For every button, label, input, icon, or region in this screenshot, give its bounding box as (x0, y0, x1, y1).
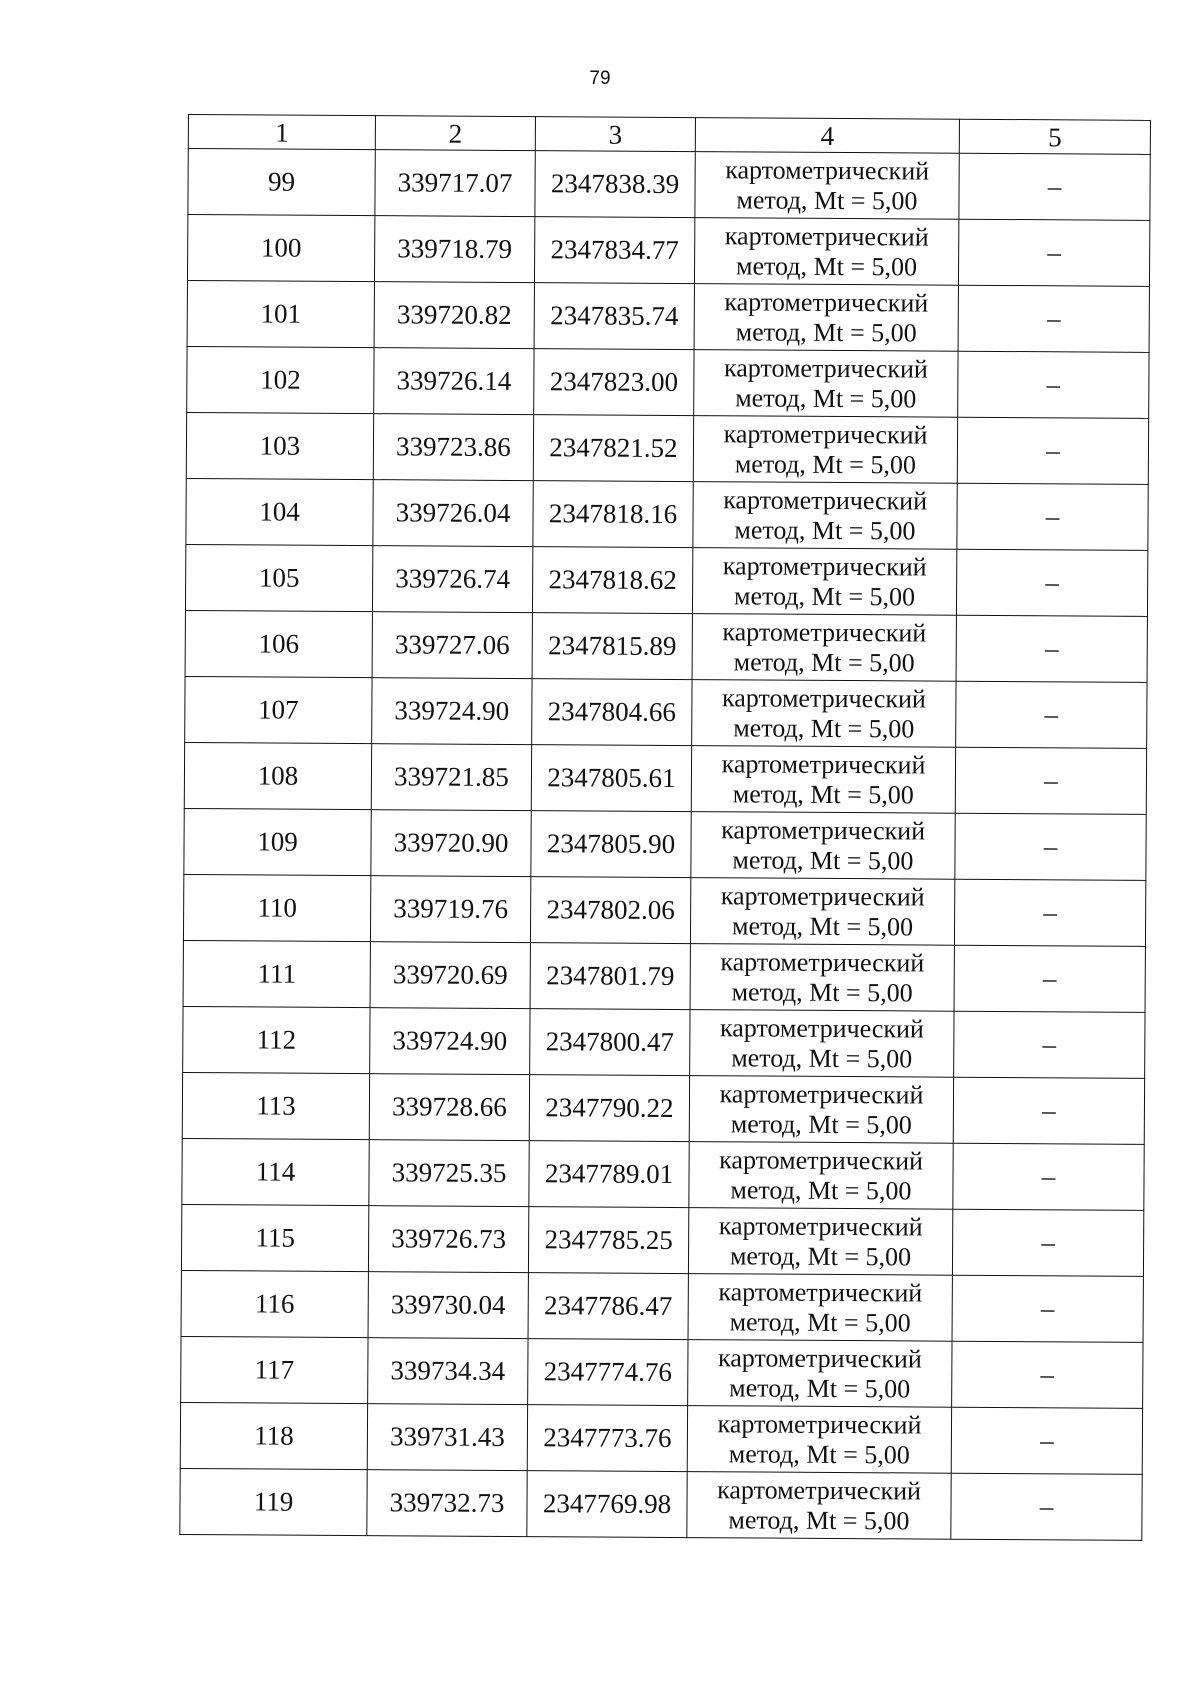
x-coordinate-cell: 339726.04 (373, 480, 533, 547)
table-row (186, 478, 1148, 550)
point-number-cell: 105 (185, 544, 372, 611)
method-line-1: картометрический (719, 1144, 924, 1176)
note-cell: – (954, 945, 1145, 1012)
note-cell: – (957, 483, 1148, 550)
x-coordinate-cell: 339726.14 (374, 348, 534, 415)
note-cell: – (956, 615, 1147, 682)
method-line-2: метод, Mt = 5,00 (729, 1306, 911, 1337)
note-cell: – (956, 549, 1147, 616)
point-number-cell: 118 (180, 1402, 367, 1469)
table-row (187, 280, 1149, 352)
y-coordinate-cell: 2347838.39 (535, 151, 695, 218)
x-coordinate-cell: 339721.85 (371, 744, 531, 811)
y-coordinate-cell: 2347805.61 (531, 745, 691, 812)
method-line-2: метод, Mt = 5,00 (736, 184, 918, 215)
method-line-1: картометрический (717, 1408, 922, 1440)
note-cell: – (955, 813, 1146, 880)
method-line-1: картометрический (722, 550, 927, 582)
method-cell (687, 1406, 951, 1474)
x-coordinate-cell: 339730.04 (368, 1272, 528, 1339)
y-coordinate-cell: 2347786.47 (528, 1273, 688, 1340)
method-line-2: метод, Mt = 5,00 (732, 778, 914, 809)
y-coordinate-cell: 2347821.52 (533, 415, 693, 482)
x-coordinate-cell: 339727.06 (372, 612, 532, 679)
table-row (181, 1270, 1143, 1342)
note-cell: – (957, 417, 1148, 484)
x-coordinate-cell: 339720.69 (370, 942, 530, 1009)
point-number-cell: 101 (187, 280, 374, 347)
x-coordinate-cell: 339732.73 (367, 1470, 527, 1537)
method-cell (690, 944, 954, 1012)
method-line-2: метод, Mt = 5,00 (730, 1174, 912, 1205)
method-line-2: метод, Mt = 5,00 (731, 910, 914, 941)
y-coordinate-cell: 2347800.47 (530, 1009, 690, 1076)
note-cell: – (951, 1407, 1142, 1474)
method-line-2: метод, Mt = 5,00 (733, 712, 915, 743)
method-cell (692, 614, 956, 682)
point-number-cell: 119 (180, 1468, 367, 1535)
x-coordinate-cell: 339726.74 (372, 546, 532, 613)
y-coordinate-cell: 2347818.62 (532, 547, 692, 614)
note-cell: – (952, 1209, 1143, 1276)
method-line-1: картометрический (718, 1210, 923, 1242)
y-coordinate-cell: 2347790.22 (529, 1075, 689, 1142)
note-cell: – (951, 1473, 1142, 1540)
method-line-2: метод, Mt = 5,00 (733, 580, 916, 611)
method-line-2: метод, Mt = 5,00 (729, 1372, 911, 1403)
coordinates-table (179, 114, 1151, 1541)
method-cell (692, 680, 956, 748)
x-coordinate-cell: 339719.76 (370, 876, 530, 943)
method-cell (687, 1472, 951, 1540)
y-coordinate-cell: 2347774.76 (528, 1339, 688, 1406)
x-coordinate-cell: 339724.90 (372, 678, 532, 745)
method-cell (690, 1010, 954, 1078)
page-number: 79 (589, 68, 611, 89)
point-number-cell: 106 (185, 610, 372, 677)
x-coordinate-cell: 339720.82 (374, 282, 534, 349)
method-line-2: метод, Mt = 5,00 (730, 1108, 912, 1139)
method-line-1: картометрический (717, 1474, 922, 1506)
note-cell: – (958, 285, 1149, 352)
method-line-2: метод, Mt = 5,00 (728, 1438, 910, 1469)
point-number-cell: 102 (187, 346, 374, 413)
method-line-1: картометрический (717, 1342, 922, 1374)
x-coordinate-cell: 339726.73 (368, 1206, 528, 1273)
method-cell (691, 746, 955, 814)
y-coordinate-cell: 2347801.79 (530, 943, 690, 1010)
point-number-cell: 107 (185, 676, 372, 743)
method-line-2: метод, Mt = 5,00 (731, 976, 913, 1007)
x-coordinate-cell: 339718.79 (374, 216, 534, 283)
table-row (183, 940, 1145, 1012)
point-number-cell: 99 (188, 149, 375, 216)
method-line-1: картометрический (723, 418, 928, 450)
y-coordinate-cell: 2347802.06 (530, 877, 690, 944)
note-cell: – (956, 681, 1147, 748)
x-coordinate-cell: 339720.90 (371, 810, 531, 877)
y-coordinate-cell: 2347804.66 (532, 679, 692, 746)
method-line-2: метод, Mt = 5,00 (728, 1504, 910, 1535)
method-line-1: картометрический (720, 946, 925, 978)
method-line-1: картометрический (722, 616, 927, 648)
x-coordinate-cell: 339724.90 (370, 1008, 530, 1075)
method-line-1: картометрический (720, 880, 925, 912)
table-row (184, 808, 1146, 880)
method-line-1: картометрический (721, 814, 926, 846)
table-row (188, 149, 1150, 221)
note-cell: – (958, 219, 1149, 286)
y-coordinate-cell: 2347823.00 (534, 349, 694, 416)
table-body (180, 149, 1150, 1541)
y-coordinate-cell: 2347815.89 (532, 613, 692, 680)
method-line-2: метод, Mt = 5,00 (735, 382, 917, 413)
method-cell (691, 812, 955, 880)
table-row (185, 544, 1147, 616)
y-coordinate-cell: 2347785.25 (528, 1207, 688, 1274)
point-number-cell: 108 (184, 742, 371, 809)
note-cell: – (954, 879, 1145, 946)
note-cell: – (955, 747, 1146, 814)
x-coordinate-cell: 339723.86 (373, 414, 533, 481)
header-col-2: 2 (375, 116, 535, 151)
table-row (181, 1204, 1143, 1276)
y-coordinate-cell: 2347769.98 (527, 1471, 687, 1538)
table-row (181, 1336, 1143, 1408)
point-number-cell: 114 (182, 1138, 369, 1205)
table-row (182, 1138, 1144, 1210)
note-cell: – (959, 153, 1150, 220)
header-col-3: 3 (535, 117, 695, 152)
method-cell (689, 1076, 953, 1144)
note-cell: – (953, 1077, 1144, 1144)
y-coordinate-cell: 2347834.77 (534, 217, 694, 284)
method-line-2: метод, Mt = 5,00 (735, 316, 917, 347)
note-cell: – (952, 1341, 1143, 1408)
method-line-1: картометрический (721, 748, 926, 780)
table-row (182, 1072, 1144, 1144)
method-line-2: метод, Mt = 5,00 (733, 646, 915, 677)
point-number-cell: 109 (184, 808, 371, 875)
point-number-cell: 116 (181, 1270, 368, 1337)
method-line-1: картометрический (723, 484, 928, 516)
x-coordinate-cell: 339728.66 (369, 1074, 529, 1141)
point-number-cell: 100 (187, 215, 374, 282)
y-coordinate-cell: 2347835.74 (534, 283, 694, 350)
method-line-2: метод, Mt = 5,00 (729, 1240, 912, 1271)
method-cell (693, 416, 957, 484)
method-line-1: картометрический (719, 1012, 924, 1044)
method-line-1: картометрический (721, 682, 926, 714)
method-line-1: картометрический (719, 1078, 924, 1110)
table-row (185, 676, 1147, 748)
method-cell (689, 1142, 953, 1210)
method-line-1: картометрический (724, 220, 929, 252)
note-cell: – (958, 351, 1149, 418)
method-cell (690, 878, 954, 946)
x-coordinate-cell: 339717.07 (375, 150, 535, 217)
point-number-cell: 113 (182, 1072, 369, 1139)
method-cell (694, 350, 958, 418)
x-coordinate-cell: 339731.43 (367, 1404, 527, 1471)
method-line-1: картометрический (724, 286, 929, 318)
method-line-1: картометрический (723, 352, 928, 384)
point-number-cell: 104 (186, 478, 373, 545)
table-row (183, 1006, 1145, 1078)
y-coordinate-cell: 2347818.16 (533, 481, 693, 548)
method-cell (694, 218, 958, 286)
point-number-cell: 111 (183, 940, 370, 1007)
method-line-1: картометрический (725, 154, 930, 186)
note-cell: – (952, 1275, 1143, 1342)
x-coordinate-cell: 339725.35 (369, 1140, 529, 1207)
method-cell (688, 1208, 952, 1276)
y-coordinate-cell: 2347789.01 (529, 1141, 689, 1208)
method-cell (694, 284, 958, 352)
note-cell: – (954, 1011, 1145, 1078)
table-row (187, 215, 1149, 287)
y-coordinate-cell: 2347805.90 (531, 811, 691, 878)
point-number-cell: 117 (181, 1336, 368, 1403)
method-line-2: метод, Mt = 5,00 (734, 448, 916, 479)
method-cell (688, 1274, 952, 1342)
y-coordinate-cell: 2347773.76 (527, 1405, 687, 1472)
table-row (180, 1468, 1142, 1540)
header-col-1: 1 (188, 115, 375, 150)
point-number-cell: 110 (183, 874, 370, 941)
header-col-4: 4 (695, 118, 959, 154)
point-number-cell: 115 (181, 1204, 368, 1271)
header-col-5: 5 (959, 119, 1150, 154)
table-row (183, 874, 1145, 946)
table-row (184, 742, 1146, 814)
point-number-cell: 112 (183, 1006, 370, 1073)
point-number-cell: 103 (186, 412, 373, 479)
method-cell (692, 548, 956, 616)
note-cell: – (953, 1143, 1144, 1210)
method-line-2: метод, Mt = 5,00 (731, 1042, 913, 1073)
method-line-2: метод, Mt = 5,00 (734, 514, 916, 545)
method-cell (688, 1340, 952, 1408)
method-cell (693, 482, 957, 550)
method-line-2: метод, Mt = 5,00 (732, 844, 914, 875)
table-row (185, 610, 1147, 682)
table-row (187, 346, 1149, 418)
x-coordinate-cell: 339734.34 (368, 1338, 528, 1405)
method-line-2: метод, Mt = 5,00 (735, 250, 918, 281)
table-row (180, 1402, 1142, 1474)
table-row (186, 412, 1148, 484)
method-cell (695, 152, 959, 220)
method-line-1: картометрический (718, 1276, 923, 1308)
